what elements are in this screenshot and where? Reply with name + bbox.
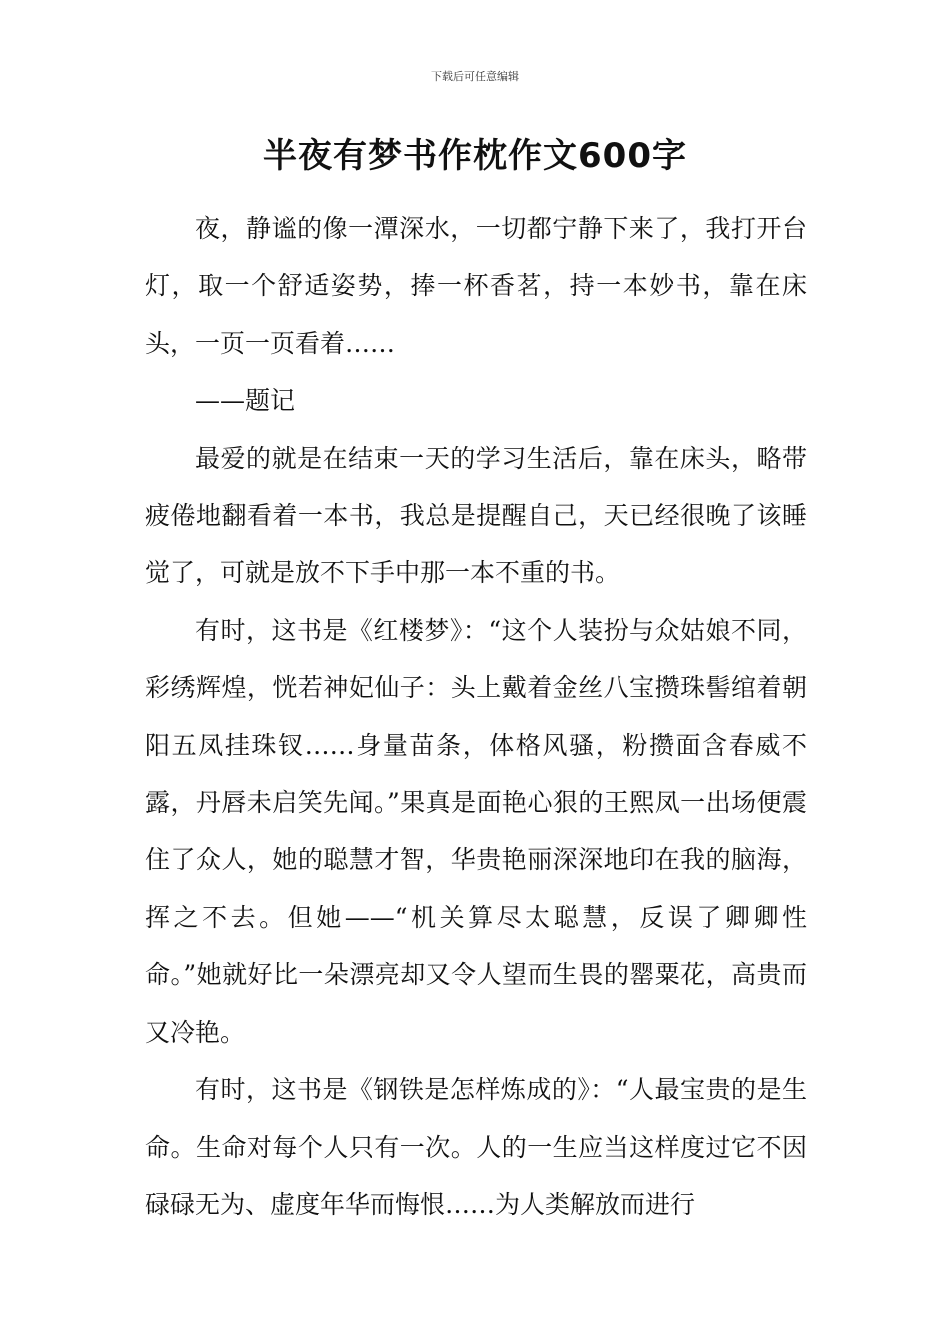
paragraph-reading-habit: 最爱的就是在结束一天的学习生活后，靠在床头，略带疲倦地翻看着一本书，我总是提醒自己，天已经很晚了该睡觉了，可就是放不下手中那一本不重的书。 — [145, 443, 807, 588]
paragraph-intro: 夜，静谧的像一潭深水，一切都宁静下来了，我打开台灯，取一个舒适姿势，捧一杯香茗，持一本妙书，靠在床头，一页一页看着…… — [145, 214, 807, 358]
paragraph-steel: 有时，这书是《钢铁是怎样炼成的》：“人最宝贵的是生命。生命对每个人只有一次。人的一生应当这样度过它不因碌碌无为、虚度年华而悔恨……为人类解放而进行 — [145, 1075, 807, 1219]
document-title: 半夜有梦书作枕作文600字 — [263, 136, 687, 176]
document-body — [145, 200, 807, 1233]
header-note: 下载后可任意编辑 — [431, 70, 519, 83]
paragraph-red-chamber: 有时，这书是《红楼梦》：“这个人装扮与众姑娘不同，彩绣辉煌，恍若神妃仙子：头上戴着金丝八宝攒珠髻绾着朝阳五凤挂珠钗……身量苗条，体格风骚，粉攒面含春威不露，丹唇未启笑先闻。”果真是面艳心狠的王熙凤一出场便震住了众人，她的聪慧才智，华贵艳丽深深地印在我的脑海，挥之不去。但她——“机关算尽太聪慧，反误了卿卿性命。”她就好比一朵漂亮却又令人望而生畏的罂粟花，高贵而又冷艳。 — [145, 615, 807, 1047]
paragraph-epigraph-note: ——题记 — [195, 386, 296, 416]
